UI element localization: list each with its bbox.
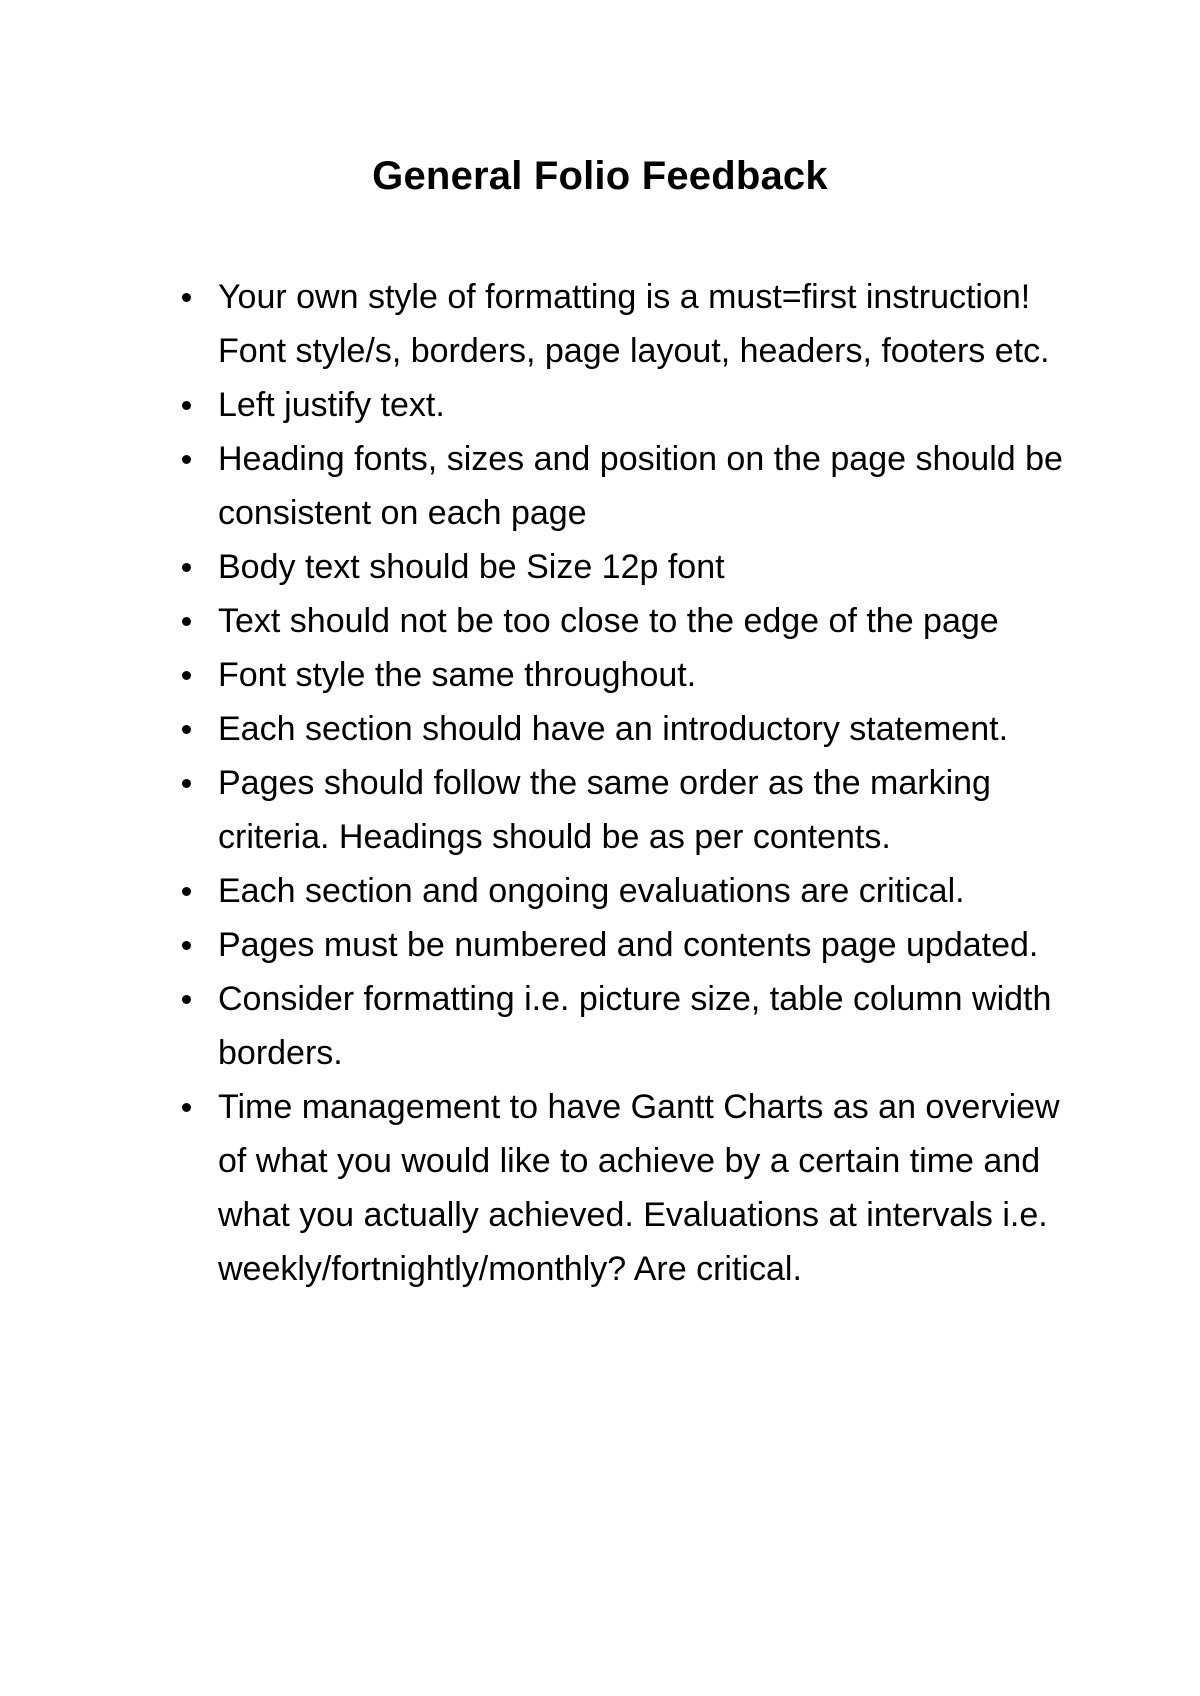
list-item [218, 432, 1088, 540]
list-item [218, 918, 1088, 972]
list-item-text: Pages should follow the same order as the marking criteria. Headings should be as per contents. [218, 764, 991, 856]
bullet-icon [182, 671, 191, 680]
list-item [218, 648, 1088, 702]
list-item-text: Font style the same throughout. [218, 656, 697, 694]
bullet-icon [182, 455, 191, 464]
list-item-text: Pages must be numbered and contents page updated. [218, 926, 1039, 964]
bullet-icon [182, 725, 191, 734]
bullet-icon [182, 401, 191, 410]
list-item [218, 1080, 1088, 1296]
bullet-icon [182, 995, 191, 1004]
list-item [218, 756, 1088, 864]
list-item [218, 864, 1088, 918]
list-item-text: Each section and ongoing evaluations are critical. [218, 872, 965, 910]
list-item-text: Your own style of formatting is a must=first instruction! Font style/s, borders, page layout, headers, footers etc. [218, 278, 1050, 370]
bullet-icon [182, 887, 191, 896]
list-item [218, 270, 1088, 378]
list-item-text: Each section should have an introductory statement. [218, 710, 1009, 748]
bullet-icon [182, 779, 191, 788]
list-item-text: Time management to have Gantt Charts as an overview of what you would like to achieve by a certain time and what you actually achieved. Evaluations at intervals i.e. weekly/fortnightly/monthly? Are critical. [218, 1088, 1060, 1288]
list-item [218, 540, 1088, 594]
bullet-icon [182, 617, 191, 626]
bullet-icon [182, 1103, 191, 1112]
page-title: General Folio Feedback [372, 154, 828, 198]
feedback-list [218, 270, 1088, 1296]
list-item-text: Body text should be Size 12p font [218, 548, 725, 586]
list-item-text: Heading fonts, sizes and position on the page should be consistent on each page [218, 440, 1063, 532]
list-item [218, 702, 1088, 756]
bullet-icon [182, 941, 191, 950]
list-item [218, 594, 1088, 648]
list-item-text: Consider formatting i.e. picture size, table column width borders. [218, 980, 1052, 1072]
bullet-icon [182, 293, 191, 302]
list-item-text: Text should not be too close to the edge of the page [218, 602, 999, 640]
list-item [218, 378, 1088, 432]
bullet-icon [182, 563, 191, 572]
list-item-text: Left justify text. [218, 386, 445, 424]
list-item [218, 972, 1088, 1080]
